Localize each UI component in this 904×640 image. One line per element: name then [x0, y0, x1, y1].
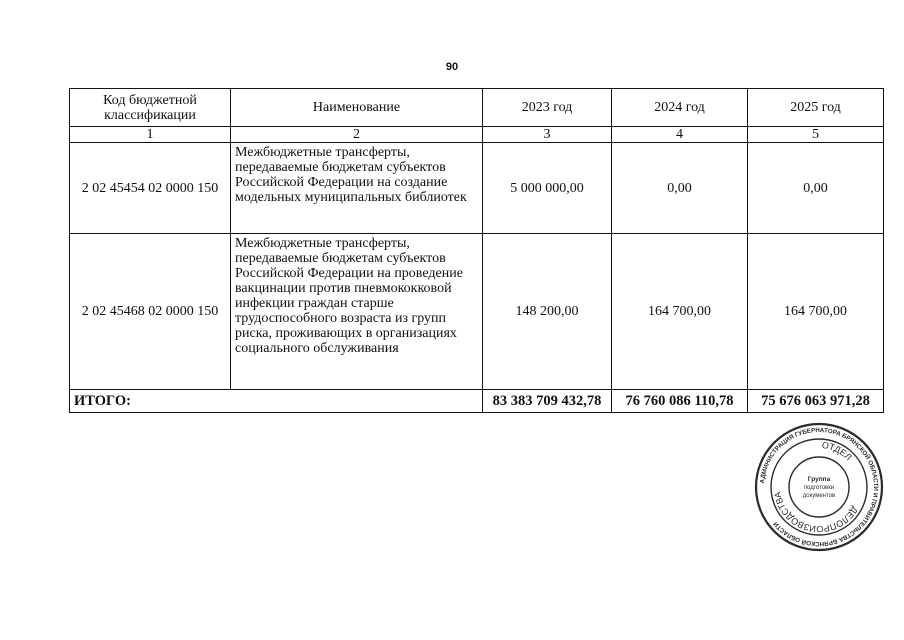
page-number: 90 — [445, 61, 459, 73]
row-value-2024: 164 700,00 — [612, 234, 748, 390]
row-value-2024: 0,00 — [612, 143, 748, 234]
header-name: Наименование — [231, 89, 483, 127]
header-2023: 2023 год — [483, 89, 612, 127]
stamp-ring-text: АДМИНИСТРАЦИЯ ГУБЕРНАТОРА БРЯНСКОЙ ОБЛАСТИ И ПРАВИТЕЛЬСТВА БРЯНСКОЙ ОБЛАСТИ — [759, 426, 880, 548]
column-number: 3 — [483, 127, 612, 143]
department-stamp — [754, 422, 884, 552]
header-2024: 2024 год — [612, 89, 748, 127]
total-2024: 76 760 086 110,78 — [612, 390, 748, 413]
stamp-department-text: ОТДЕЛ — [821, 440, 854, 463]
total-row — [70, 390, 884, 413]
table-row — [70, 143, 884, 234]
stamp-center-text: Группа — [807, 476, 831, 483]
total-label: ИТОГО: — [70, 390, 483, 413]
header-code: Код бюджетной классификации — [70, 89, 231, 127]
column-number: 4 — [612, 127, 748, 143]
row-code: 2 02 45454 02 0000 150 — [70, 143, 231, 234]
total-2023: 83 383 709 432,78 — [483, 390, 612, 413]
column-number-row — [70, 127, 884, 143]
row-code: 2 02 45468 02 0000 150 — [70, 234, 231, 390]
row-name: Межбюджетные трансферты, передаваемые бюджетам субъектов Российской Федерации на проведение вакцинации против пневмококковой инфекции граждан старше трудоспособного возраста из групп риска, проживающих в организациях социального обслуживания — [231, 234, 483, 390]
header-2025: 2025 год — [748, 89, 884, 127]
row-value-2025: 0,00 — [748, 143, 884, 234]
stamp-department-text: ДЕЛОПРОИЗВОДСТВА — [772, 491, 860, 535]
column-number: 1 — [70, 127, 231, 143]
row-name: Межбюджетные трансферты, передаваемые бюджетам субъектов Российской Федерации на создание модельных муниципальных библиотек — [231, 143, 483, 234]
total-2025: 75 676 063 971,28 — [748, 390, 884, 413]
table-row — [70, 234, 884, 390]
row-value-2025: 164 700,00 — [748, 234, 884, 390]
stamp-center-text: документов — [802, 493, 836, 499]
stamp-center-text: подготовки — [803, 485, 835, 491]
header-row — [70, 89, 884, 127]
column-number: 2 — [231, 127, 483, 143]
budget-table — [69, 88, 884, 413]
row-value-2023: 5 000 000,00 — [483, 143, 612, 234]
row-value-2023: 148 200,00 — [483, 234, 612, 390]
column-number: 5 — [748, 127, 884, 143]
